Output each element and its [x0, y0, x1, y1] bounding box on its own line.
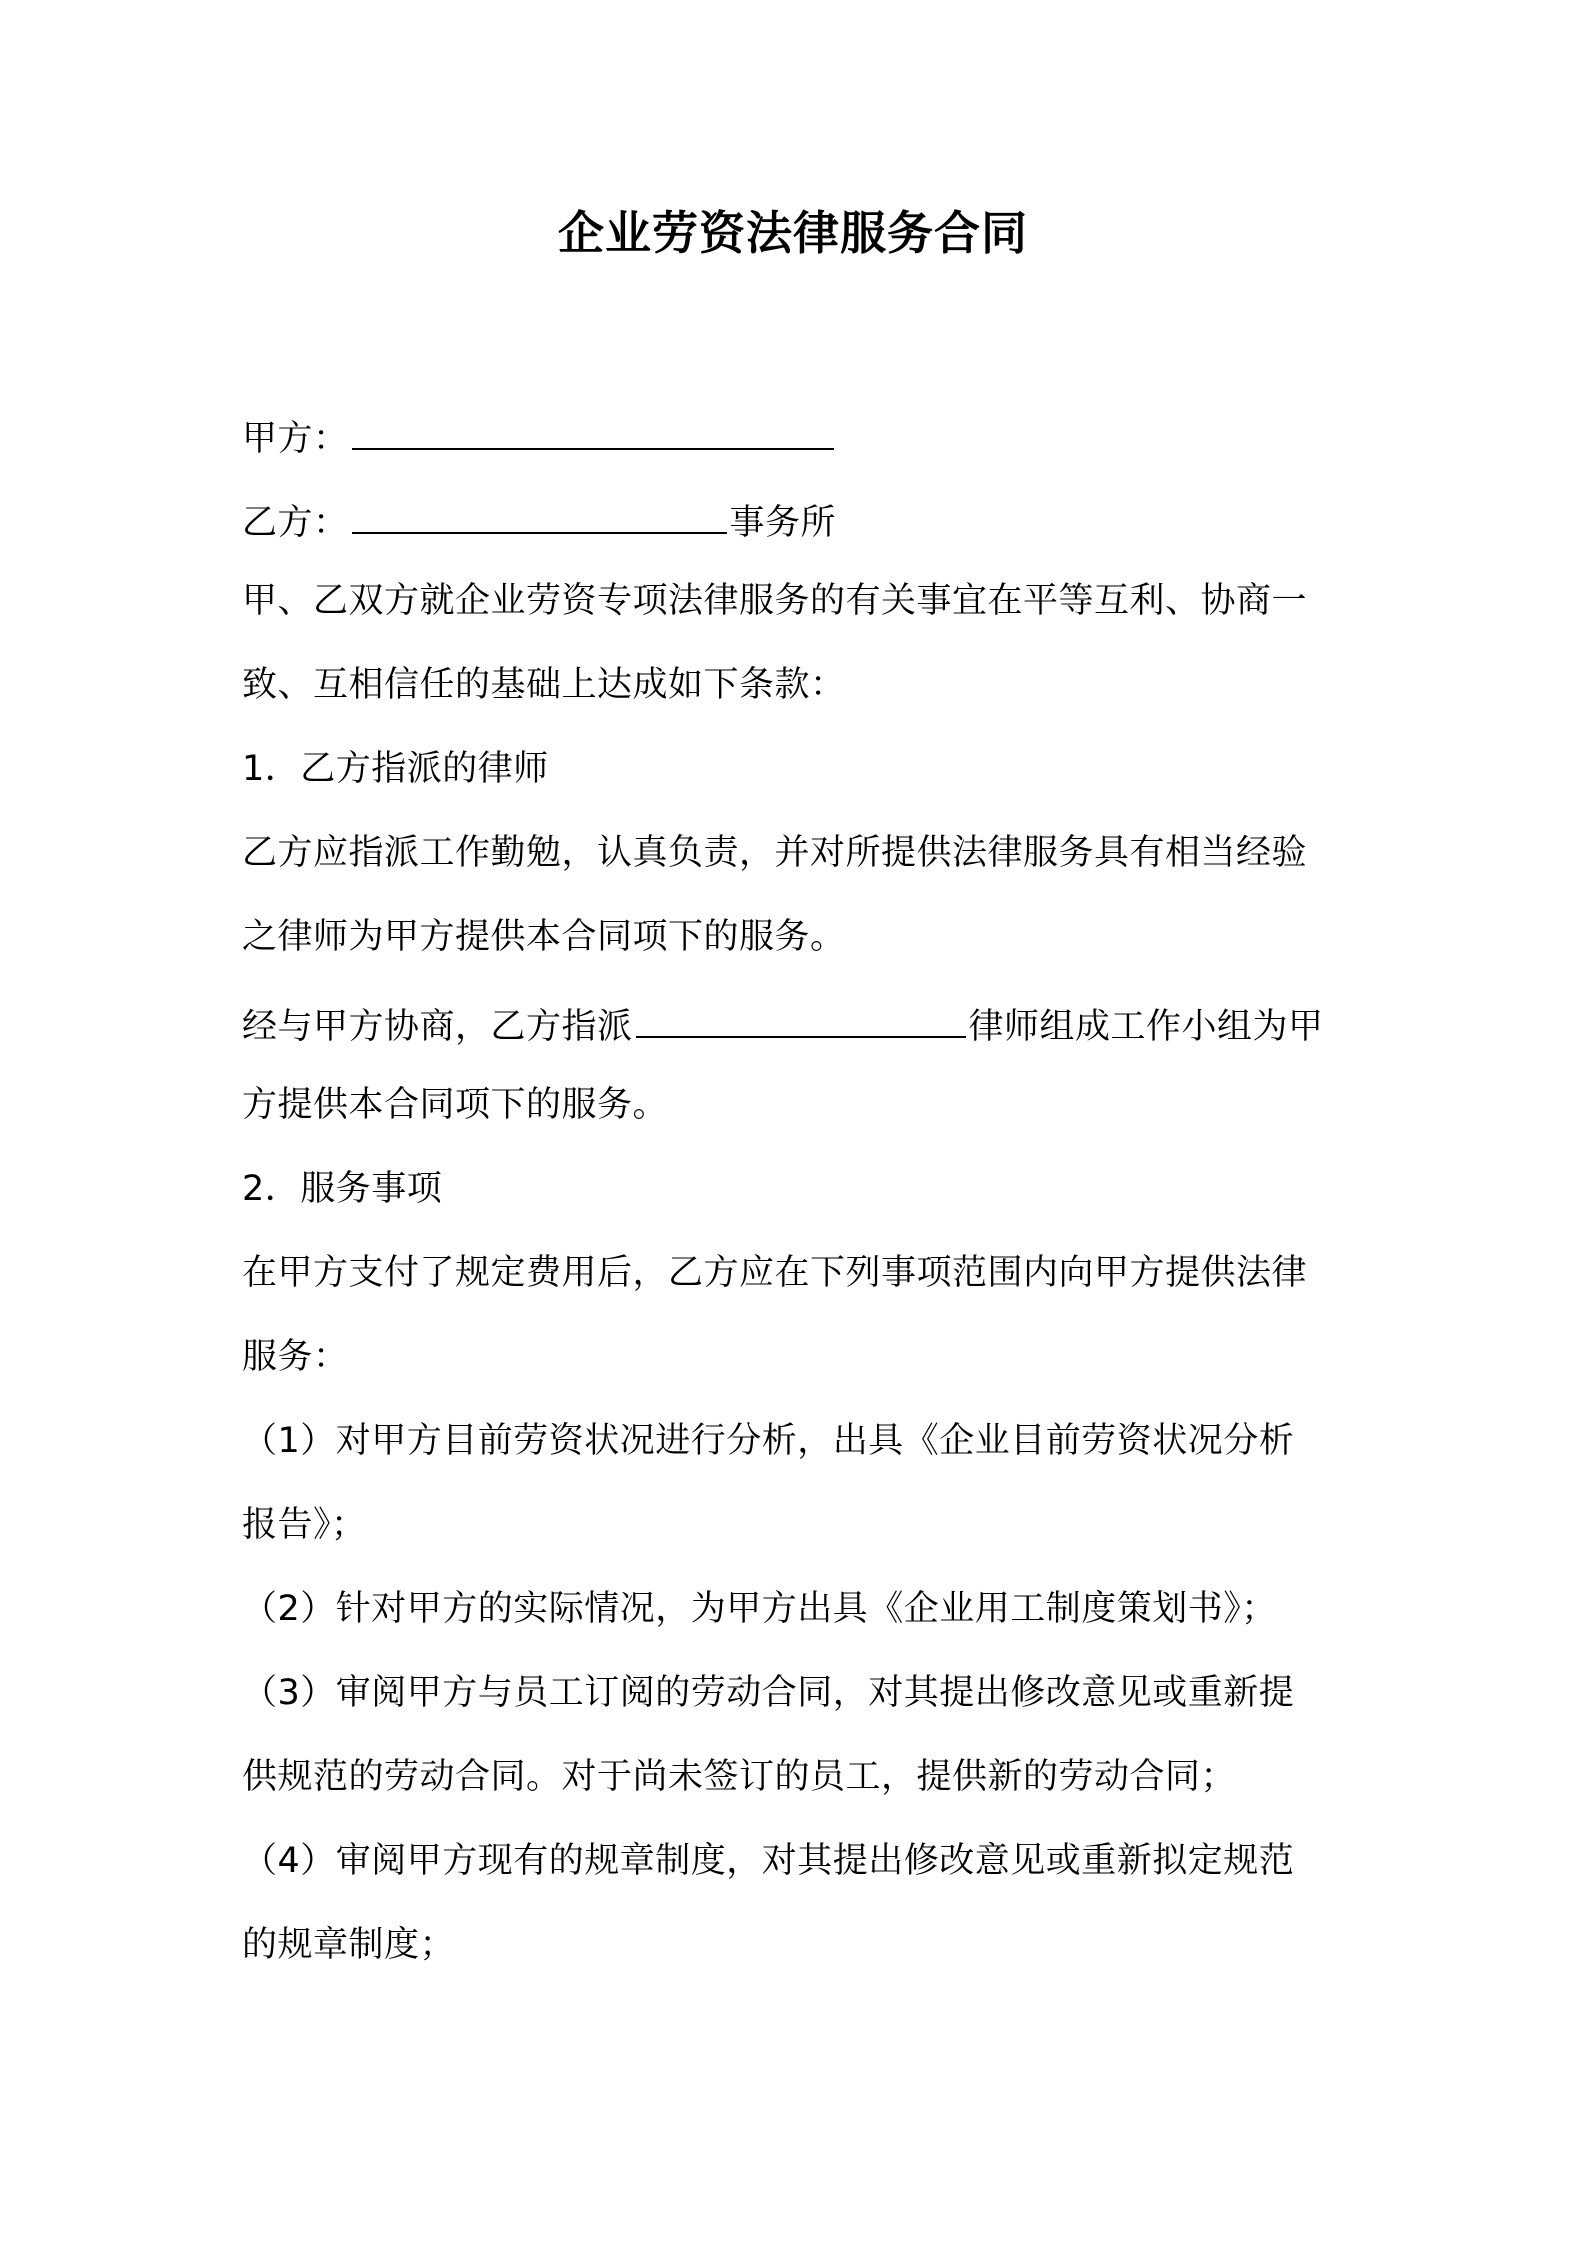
section-1-paragraph-2-line-2: 方提供本合同项下的服务。 — [242, 1085, 669, 1125]
service-item-2-line-1: （2）针对甲方的实际情况，为甲方出具《企业用工制度策划书》； — [242, 1589, 1277, 1629]
party-b-line — [242, 494, 1352, 578]
section-1-heading: 1．乙方指派的律师 — [242, 749, 549, 789]
service-item-3-line-2: 供规范的劳动合同。对于尚未签订的员工，提供新的劳动合同； — [242, 1757, 1237, 1797]
service-item-4-line-2: 的规章制度； — [242, 1925, 456, 1965]
party-b-label: 乙方： — [242, 503, 349, 543]
section-1-paragraph-2-line-1 — [242, 998, 1352, 1082]
party-b-suffix: 事务所 — [729, 503, 837, 543]
party-a-line — [242, 410, 1352, 494]
party-b-blank — [352, 494, 727, 534]
party-a-blank — [352, 410, 834, 450]
assigned-lawyer-blank — [636, 998, 966, 1038]
section-2-paragraph-1-line-2: 服务： — [242, 1337, 349, 1377]
assigned-lawyer-suffix: 律师组成工作小组为甲 — [968, 1007, 1324, 1047]
section-2-paragraph-1-line-1: 在甲方支付了规定费用后，乙方应在下列事项范围内向甲方提供法律 — [242, 1253, 1308, 1293]
document-title: 企业劳资法律服务合同 — [558, 206, 1028, 260]
service-item-3-line-1: （3）审阅甲方与员工订阅的劳动合同，对其提出修改意见或重新提 — [242, 1673, 1295, 1713]
intro-line-2: 致、互相信任的基础上达成如下条款： — [242, 665, 846, 705]
service-item-4-line-1: （4）审阅甲方现有的规章制度，对其提出修改意见或重新拟定规范 — [242, 1841, 1295, 1881]
document-body — [242, 410, 1352, 2006]
intro-line-1: 甲、乙双方就企业劳资专项法律服务的有关事宜在平等互利、协商一 — [242, 581, 1308, 621]
assigned-lawyer-prefix: 经与甲方协商，乙方指派 — [242, 1007, 633, 1047]
party-a-label: 甲方： — [242, 419, 349, 459]
section-1-paragraph-1-line-1: 乙方应指派工作勤勉，认真负责，并对所提供法律服务具有相当经验 — [242, 833, 1308, 873]
service-item-1-line-1: （1）对甲方目前劳资状况进行分析，出具《企业目前劳资状况分析 — [242, 1421, 1295, 1461]
service-item-1-line-2: 报告》； — [242, 1505, 367, 1545]
section-1-paragraph-1-line-2: 之律师为甲方提供本合同项下的服务。 — [242, 917, 846, 957]
section-2-heading: 2．服务事项 — [242, 1169, 443, 1209]
